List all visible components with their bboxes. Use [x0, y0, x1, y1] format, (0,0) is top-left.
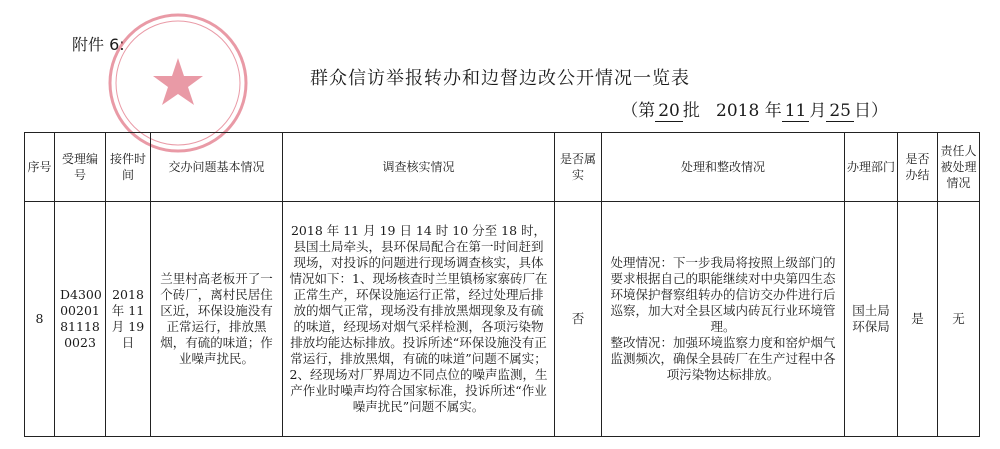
- batch-year: 2018: [716, 101, 760, 121]
- cell-action: [602, 202, 845, 437]
- cell-accountability: 无: [938, 202, 980, 437]
- cell-closed: 是: [898, 202, 938, 437]
- cell-is-true: 否: [555, 202, 602, 437]
- cell-receipt-no: D4300 00201 81118 0023: [55, 202, 106, 437]
- cell-received-time: 2018 年 11 月 19 日: [106, 202, 151, 437]
- header-investigation: 调查核实情况: [283, 133, 555, 202]
- batch-number: 20: [655, 101, 683, 122]
- action-handling-text: 处理情况：下一步我局将按照上级部门的要求根据自己的职能继续对中央第四生态环境保护督察组转办的信访交办件进行后巡察，加大对全县区域内砖瓦行业环境管理。: [610, 255, 836, 334]
- batch-year-word: 年: [764, 101, 782, 121]
- batch-open-paren: （第: [621, 101, 656, 121]
- batch-word: 批: [682, 101, 700, 121]
- batch-month-word: 月: [809, 101, 827, 121]
- header-accountability: 责任人被处理情况: [938, 133, 980, 202]
- petition-table: [24, 132, 980, 437]
- attachment-label: 附件 6:: [72, 35, 125, 54]
- header-department: 办理部门: [845, 133, 898, 202]
- header-received-time: 接件时间: [106, 133, 151, 202]
- batch-date-line: [621, 96, 888, 122]
- batch-month: 11: [782, 101, 810, 122]
- table-header-row: [25, 133, 980, 202]
- header-issue: 交办问题基本情况: [151, 133, 283, 202]
- batch-day: 25: [826, 101, 854, 122]
- header-is-true: 是否属实: [555, 133, 602, 202]
- cell-investigation: 2018 年 11 月 19 日 14 时 10 分至 18 时，县国土局牵头，县环保局配合在第一时间赶到现场，对投诉的问题进行现场调查核实，具体情况如下：1、现场核查时兰里镇杨家寨砖厂在正常生产，环保设施运行正常，经过处理后排放的烟气正常，现场没有排放黑烟现象及有硫的味道，经现场对烟气采样检测，各项污染物排放均能达标排放。投诉所述“环保设施没有正常运行，排放黑烟，有硫的味道”问题不属实；2、经现场对厂界周边不同点位的噪声监测，生产作业时噪声均符合国家标准，投诉所述“作业噪声扰民”问题不属实。: [283, 202, 555, 437]
- cell-issue: 兰里村高老板开了一个砖厂，离村民居住区近，环保设施没有正常运行，排放黑烟，有硫的味道；作业噪声扰民。: [151, 202, 283, 437]
- table-row: [25, 202, 980, 437]
- header-closed: 是否办结: [898, 133, 938, 202]
- batch-close-paren: 日）: [854, 101, 888, 121]
- action-rectification-text: 整改情况：加强环境监察力度和窑炉烟气监测频次，确保全县砖厂在生产过程中各项污染物达标排放。: [610, 335, 836, 382]
- header-action: 处理和整改情况: [602, 133, 845, 202]
- cell-department: 国土局环保局: [845, 202, 898, 437]
- cell-index: 8: [25, 202, 55, 437]
- document-title: 群众信访举报转办和边督边改公开情况一览表: [310, 68, 690, 89]
- header-receipt-no: 受理编号: [55, 133, 106, 202]
- header-index: 序号: [25, 133, 55, 202]
